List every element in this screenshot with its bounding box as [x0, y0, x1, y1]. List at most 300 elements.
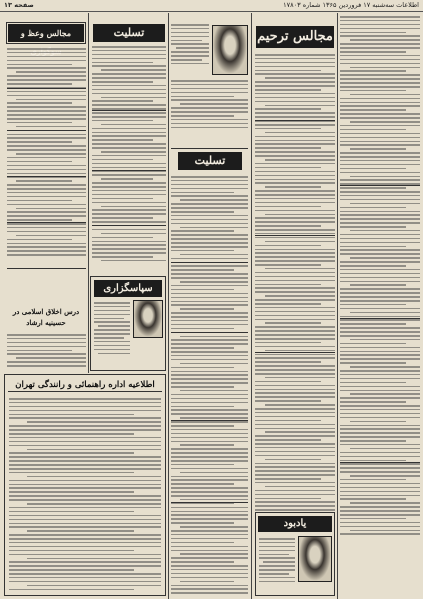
text-line [7, 95, 86, 97]
text-line [265, 132, 335, 134]
text-line [255, 190, 335, 192]
text-line [340, 327, 420, 329]
text-line [16, 208, 86, 210]
text-line [255, 85, 335, 87]
text-line [255, 396, 335, 398]
text-line [16, 99, 86, 101]
text-line [7, 110, 86, 112]
text-line [7, 231, 86, 233]
text-line [101, 178, 153, 180]
text-line [255, 229, 335, 231]
text-line [340, 436, 420, 438]
text-line [7, 246, 86, 248]
dars-akhlagh-title: درس اخلاق اسلامی در حسینیه ارشاد [12, 307, 80, 327]
text-line [340, 164, 420, 166]
text-line [350, 203, 420, 205]
text-line [92, 77, 166, 79]
text-line [171, 409, 248, 411]
text-line [259, 569, 295, 571]
text-line [255, 70, 321, 72]
text-line [340, 319, 420, 321]
text-line [180, 581, 234, 583]
text-line [171, 371, 248, 373]
text-line [9, 554, 161, 556]
text-line [265, 431, 335, 433]
text-line [171, 355, 248, 357]
condolence-listings [171, 176, 248, 596]
text-line [171, 402, 248, 404]
text-line [7, 165, 86, 167]
text-line [171, 28, 209, 30]
text-line [101, 151, 166, 153]
text-line [27, 530, 133, 532]
text-line [340, 526, 420, 528]
text-line [265, 241, 335, 243]
text-line [7, 196, 86, 198]
text-line [92, 112, 166, 114]
text-line [92, 221, 166, 223]
text-line [171, 192, 234, 194]
text-line [340, 456, 420, 458]
text-line [340, 195, 420, 197]
text-line [340, 179, 420, 181]
text-line [340, 331, 420, 333]
text-line [7, 157, 86, 159]
text-line [255, 93, 335, 95]
text-line [92, 237, 153, 239]
text-line [340, 172, 420, 174]
text-line [350, 393, 420, 395]
text-line [92, 163, 166, 165]
text-line [92, 229, 166, 231]
text-line [340, 16, 420, 18]
text-line [171, 495, 248, 497]
text-line [92, 182, 166, 184]
text-line [7, 75, 86, 77]
text-line [7, 204, 86, 206]
text-line [180, 417, 248, 419]
text-line [340, 413, 420, 415]
text-line [27, 503, 161, 505]
majales-vaz-banner: مجالس وعظ و [8, 24, 84, 42]
text-line [255, 474, 335, 476]
text-line [340, 261, 420, 263]
item-separator [171, 262, 248, 263]
text-line [255, 424, 335, 426]
text-line [92, 139, 153, 141]
text-line [9, 526, 161, 528]
text-line [94, 345, 130, 347]
portrait-photo [133, 300, 163, 338]
text-line [340, 199, 420, 201]
text-line [171, 452, 248, 454]
text-line [171, 55, 209, 57]
text-line [171, 40, 202, 42]
text-line [171, 530, 248, 532]
text-line [180, 103, 248, 105]
item-separator [171, 332, 248, 333]
text-line [340, 460, 406, 462]
text-line [340, 405, 420, 407]
text-line [171, 491, 248, 493]
text-line [9, 441, 161, 443]
text-line [265, 486, 335, 488]
text-line [350, 230, 420, 232]
text-line [340, 152, 420, 154]
text-line [7, 91, 86, 93]
text-line [171, 503, 234, 505]
text-line [9, 499, 161, 501]
text-line [94, 341, 130, 343]
text-line [255, 463, 335, 465]
text-line [340, 70, 406, 72]
text-line [9, 417, 161, 419]
text-line [255, 112, 335, 114]
text-line [340, 347, 420, 349]
text-line [7, 361, 86, 363]
text-line [255, 202, 335, 204]
item-separator [255, 235, 335, 236]
text-line [255, 330, 335, 332]
text-line [340, 288, 420, 290]
text-line [340, 491, 420, 493]
text-line [171, 557, 248, 559]
text-line [340, 514, 420, 516]
text-line [255, 326, 335, 328]
text-line [171, 460, 248, 462]
text-line [255, 420, 321, 422]
text-line [7, 239, 72, 241]
right-column-text [340, 16, 420, 596]
text-line [255, 291, 335, 293]
text-line [7, 106, 86, 108]
text-line [255, 260, 335, 262]
text-line [180, 390, 248, 392]
text-line [340, 265, 406, 267]
text-line [7, 254, 86, 256]
text-line [340, 335, 420, 337]
text-line [171, 476, 248, 478]
traffic-announcement-text [9, 398, 161, 592]
text-line [350, 39, 420, 41]
text-line [255, 155, 335, 157]
text-line [171, 398, 248, 400]
column-divider [251, 13, 252, 599]
item-separator [255, 352, 335, 353]
text-line [171, 188, 248, 190]
text-line [340, 498, 406, 500]
text-line [171, 546, 248, 548]
item-separator [171, 148, 248, 149]
column-divider [88, 13, 89, 373]
text-line [255, 280, 335, 282]
text-line [171, 176, 248, 178]
text-line [98, 325, 130, 327]
text-line [7, 102, 72, 104]
text-line [171, 99, 248, 101]
text-line [7, 346, 86, 348]
text-line [340, 246, 406, 248]
text-line [255, 73, 335, 75]
text-line [7, 48, 86, 50]
text-line [255, 124, 335, 126]
text-line [255, 392, 335, 394]
text-line [92, 147, 166, 149]
text-line [171, 514, 248, 516]
text-line [340, 440, 406, 442]
text-line [340, 137, 420, 139]
text-line [94, 321, 130, 323]
text-line [171, 250, 234, 252]
text-line [255, 303, 321, 305]
text-line [92, 186, 166, 188]
text-line [171, 406, 234, 408]
text-line [101, 69, 166, 71]
text-line [92, 194, 166, 196]
text-line [340, 74, 420, 76]
text-line [171, 542, 234, 544]
text-line [171, 511, 248, 513]
text-line [340, 144, 420, 146]
text-line [171, 441, 248, 443]
text-line [350, 67, 420, 69]
text-line [94, 318, 124, 320]
text-line [255, 62, 335, 64]
text-line [171, 51, 209, 53]
issue-line: اطلاعات سه‌شنبه ۱۷ فروردین ۱۳۶۵ شماره ۱۷۸۰۳ [283, 1, 419, 9]
text-line [92, 58, 166, 60]
text-line [255, 346, 335, 348]
text-line [340, 483, 420, 485]
text-line [180, 472, 248, 474]
text-line [255, 66, 335, 68]
text-line [340, 277, 420, 279]
text-line [9, 452, 134, 454]
sepasgozari-text [94, 302, 130, 367]
text-line [16, 153, 86, 155]
text-line [7, 223, 86, 225]
text-line [259, 573, 289, 575]
text-line [255, 498, 321, 500]
text-line [255, 167, 321, 169]
text-line [171, 534, 248, 536]
text-line [340, 343, 406, 345]
text-line [255, 194, 335, 196]
text-line [340, 417, 420, 419]
text-line [255, 151, 335, 153]
text-line [92, 104, 166, 106]
text-line [255, 482, 335, 484]
text-line [255, 478, 321, 480]
text-line [171, 538, 248, 540]
text-line [340, 113, 420, 115]
text-line [255, 509, 335, 511]
text-line [7, 60, 86, 62]
text-line [340, 386, 420, 388]
text-line [92, 256, 153, 258]
text-line [350, 121, 420, 123]
text-line [27, 585, 161, 587]
text-line [16, 235, 86, 237]
text-line [7, 334, 86, 336]
text-line [9, 561, 161, 563]
text-line [255, 272, 335, 274]
text-line [180, 499, 248, 501]
text-line [340, 207, 406, 209]
text-line [255, 221, 335, 223]
text-line [340, 374, 420, 376]
text-line [9, 484, 161, 486]
text-line [265, 268, 335, 270]
text-line [92, 89, 166, 91]
text-line [7, 215, 86, 217]
text-line [340, 358, 420, 360]
text-line [340, 133, 420, 135]
text-line [9, 460, 161, 462]
text-line [16, 357, 86, 359]
text-line [255, 163, 335, 165]
text-line [255, 140, 335, 142]
text-line [171, 297, 248, 299]
text-line [7, 227, 86, 229]
text-line [7, 52, 86, 54]
item-separator [340, 185, 420, 186]
text-line [171, 425, 234, 427]
text-line [255, 357, 335, 359]
text-line [255, 252, 335, 254]
text-line [255, 147, 321, 149]
text-line [7, 83, 72, 85]
text-line [171, 242, 248, 244]
text-line [171, 223, 248, 225]
text-line [255, 116, 335, 118]
text-line [171, 359, 248, 361]
text-line [265, 404, 335, 406]
text-line [94, 329, 130, 331]
text-line [340, 218, 420, 220]
text-line [9, 495, 161, 497]
text-line [255, 171, 335, 173]
text-line [171, 312, 248, 314]
text-line [171, 592, 248, 594]
text-line [7, 134, 86, 136]
text-line [171, 289, 234, 291]
text-line [340, 425, 420, 427]
text-line [92, 81, 153, 83]
text-line [171, 92, 248, 94]
text-line [171, 561, 234, 563]
text-line [9, 523, 161, 525]
text-line [9, 534, 161, 536]
text-line [171, 429, 248, 431]
text-line [171, 234, 248, 236]
text-line [255, 408, 335, 410]
text-line [7, 353, 86, 355]
text-line [180, 553, 248, 555]
text-line [340, 43, 420, 45]
text-line [171, 378, 248, 380]
text-line [350, 257, 420, 259]
text-line [92, 128, 166, 130]
text-line [171, 43, 209, 45]
text-line [176, 47, 209, 49]
text-line [265, 295, 335, 297]
text-line [92, 217, 153, 219]
text-line [171, 293, 248, 295]
text-line [255, 490, 335, 492]
text-line [255, 101, 335, 103]
text-line [94, 337, 124, 339]
text-line [255, 89, 321, 91]
text-line [7, 350, 72, 352]
text-line [9, 464, 161, 466]
dars-akhlagh-text [7, 334, 86, 372]
text-line [171, 195, 248, 197]
text-line [340, 90, 406, 92]
text-line [94, 302, 130, 304]
sepasgozari-banner: سپاسگزاری [94, 280, 162, 297]
text-line [92, 244, 166, 246]
item-separator [7, 222, 86, 223]
text-line [265, 350, 335, 352]
text-line [255, 182, 335, 184]
text-line [350, 339, 420, 341]
item-separator [7, 88, 86, 89]
text-line [171, 374, 248, 376]
text-line [340, 378, 420, 380]
text-line [7, 243, 86, 245]
text-line [7, 56, 86, 58]
text-line [255, 198, 335, 200]
text-line [94, 314, 130, 316]
text-line [171, 265, 248, 267]
item-separator [340, 462, 420, 463]
obituary-text [171, 24, 209, 76]
text-line [171, 111, 248, 113]
text-line [171, 522, 234, 524]
text-line [92, 132, 166, 134]
text-line [340, 269, 420, 271]
text-line [350, 421, 406, 423]
text-line [9, 491, 134, 493]
item-separator [7, 268, 86, 269]
text-line [340, 444, 420, 446]
text-line [255, 428, 335, 430]
text-line [265, 186, 321, 188]
text-line [9, 472, 134, 474]
text-line [94, 306, 130, 308]
text-line [171, 382, 248, 384]
text-line [171, 273, 248, 275]
text-line [255, 97, 335, 99]
text-line [171, 63, 209, 65]
page-number: صفحه ۱۳ [4, 1, 34, 9]
text-line [171, 394, 248, 396]
text-line [171, 80, 248, 82]
text-line [101, 97, 166, 99]
text-line [340, 323, 406, 325]
text-line [9, 550, 134, 552]
text-line [171, 115, 234, 117]
text-line [7, 145, 86, 147]
text-line [255, 143, 335, 145]
text-line [255, 354, 335, 356]
text-line [255, 206, 321, 208]
text-line [340, 452, 420, 454]
text-line [9, 589, 134, 591]
text-line [340, 226, 406, 228]
text-line [259, 550, 295, 552]
